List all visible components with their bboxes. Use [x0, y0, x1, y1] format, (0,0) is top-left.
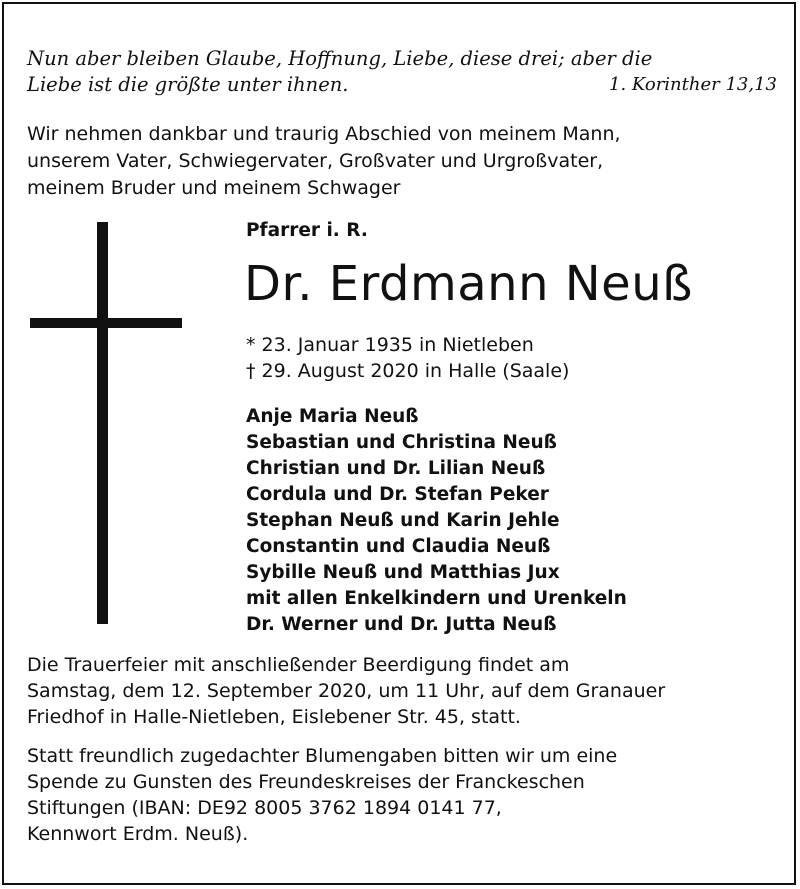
- donation-line-1: Statt freundlich zugedachter Blumengaben bitten wir um eine: [27, 745, 618, 767]
- verse-line-1: Nun aber bleiben Glaube, Hoffnung, Liebe, diese drei; aber die: [27, 47, 653, 70]
- intro-line-3: meinem Bruder und meinem Schwager: [27, 177, 401, 199]
- verse-reference: 1. Korinther 13,13: [609, 74, 777, 95]
- life-dates: [246, 332, 569, 384]
- mourner-item: Cordula und Dr. Stefan Peker: [246, 484, 549, 505]
- mourner-item: Stephan Neuß und Karin Jehle: [246, 510, 560, 531]
- mourner-item: Christian und Dr. Lilian Neuß: [246, 458, 546, 479]
- birth-date: * 23. Januar 1935 in Nietleben: [246, 334, 534, 356]
- cross-horizontal-bar: [30, 318, 182, 328]
- ceremony-line-1: Die Trauerfeier mit anschließender Beerdigung findet am: [27, 654, 570, 676]
- mourner-item: mit allen Enkelkindern und Urenkeln: [246, 588, 627, 609]
- mourners-list: [246, 404, 627, 638]
- intro-line-1: Wir nehmen dankbar und traurig Abschied von meinem Mann,: [27, 123, 621, 145]
- donation-line-2: Spende zu Gunsten des Freundeskreises der Franckeschen: [27, 771, 585, 793]
- intro-text: [27, 121, 777, 202]
- ceremony-info: [27, 652, 665, 730]
- deceased-name: Dr. Erdmann Neuß: [244, 256, 693, 312]
- donation-line-3: Stiftungen (IBAN: DE92 8005 3762 1894 0141 77,: [27, 797, 502, 819]
- mourner-item: Anje Maria Neuß: [246, 406, 419, 427]
- bible-verse: [27, 46, 777, 98]
- intro-line-2: unserem Vater, Schwiegervater, Großvater und Urgroßvater,: [27, 150, 604, 172]
- donation-info: [27, 743, 617, 847]
- cross-vertical-bar: [97, 222, 108, 624]
- mourner-item: Constantin und Claudia Neuß: [246, 536, 551, 557]
- verse-line-2: Liebe ist die größte unter ihnen.: [27, 73, 349, 96]
- deceased-title: Pfarrer i. R.: [246, 220, 368, 241]
- mourner-item: Sebastian und Christina Neuß: [246, 432, 557, 453]
- ceremony-line-3: Friedhof in Halle-Nietleben, Eislebener Str. 45, statt.: [27, 706, 521, 728]
- donation-line-4: Kennwort Erdm. Neuß).: [27, 823, 249, 845]
- mourner-item: Dr. Werner und Dr. Jutta Neuß: [246, 614, 557, 635]
- death-date: † 29. August 2020 in Halle (Saale): [246, 360, 570, 382]
- mourner-item: Sybille Neuß und Matthias Jux: [246, 562, 560, 583]
- ceremony-line-2: Samstag, dem 12. September 2020, um 11 Uhr, auf dem Granauer: [27, 680, 666, 702]
